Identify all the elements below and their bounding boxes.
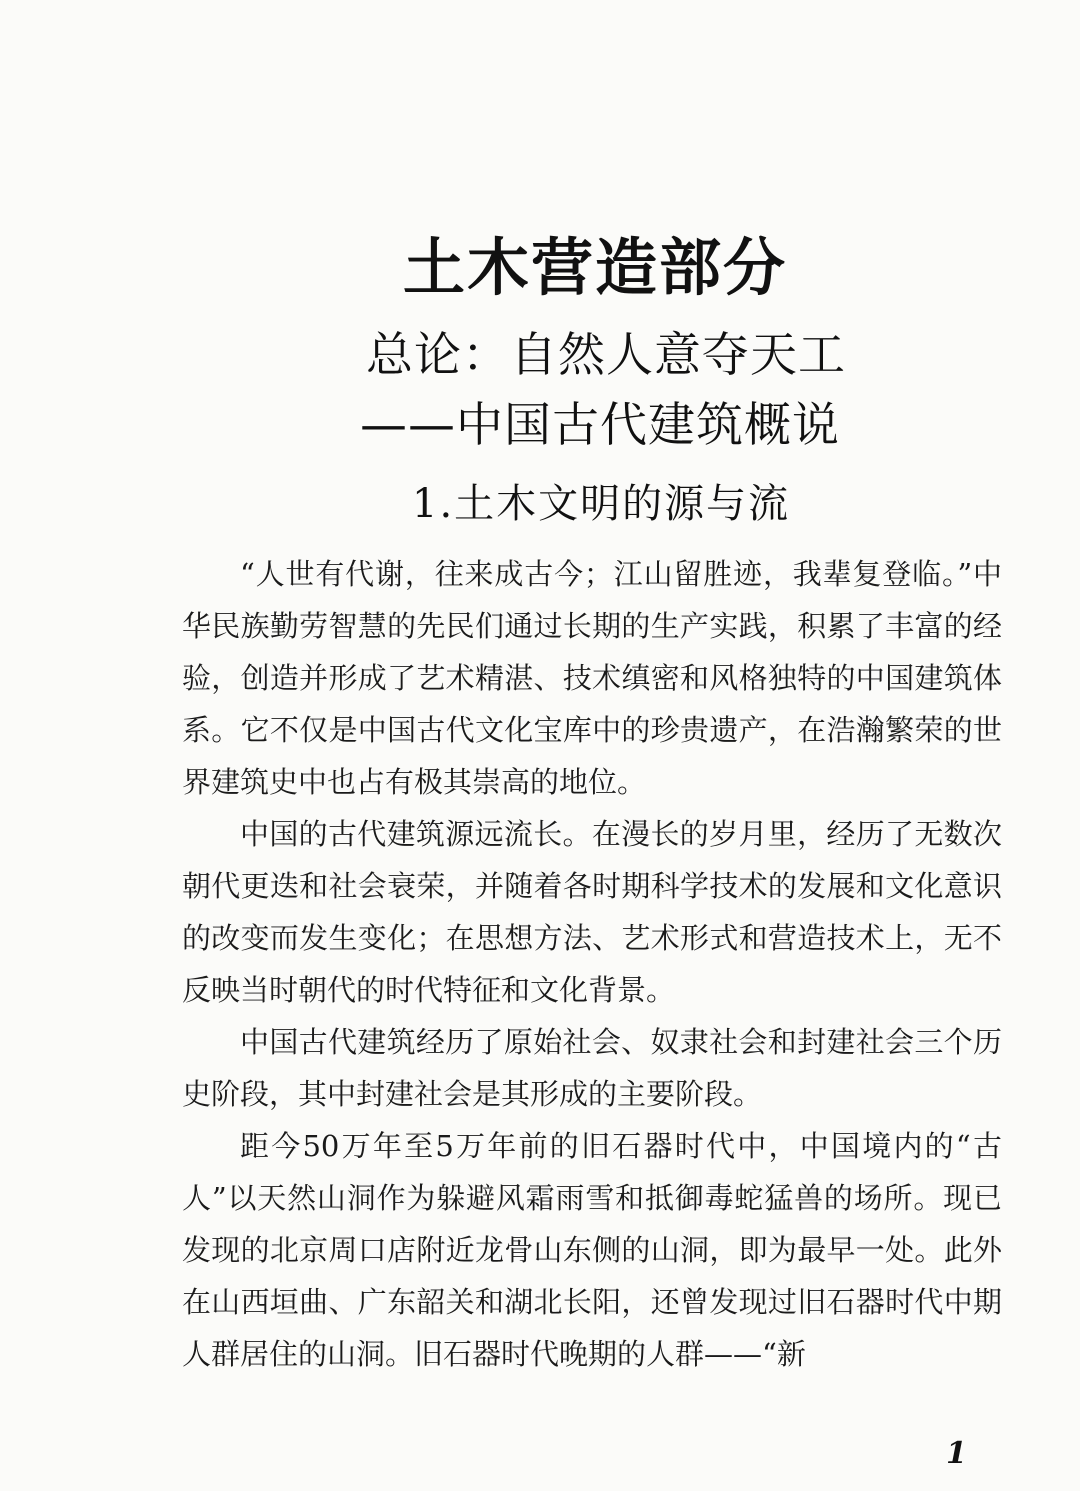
part-title: 土木营造部分 xyxy=(402,231,787,304)
body-text xyxy=(182,548,1002,1380)
paragraph: “人世有代谢，往来成古今；江山留胜迹，我辈复登临。”中华民族勤劳智慧的先民们通过长期的生产实践，积累了丰富的经验，创造并形成了艺术精湛、技术缜密和风格独特的中国建筑体系。它不仅是中国古代文化宝库中的珍贵遗产，在浩瀚繁荣的世界建筑史中也占有极其崇高的地位。 xyxy=(182,557,1002,799)
paragraph: 中国古代建筑经历了原始社会、奴隶社会和封建社会三个历史阶段，其中封建社会是其形成的主要阶段。 xyxy=(182,1025,1002,1111)
section-title: 1.土木文明的源与流 xyxy=(412,481,791,527)
page-number: 1 xyxy=(946,1436,967,1471)
chapter-title-line2: ——中国古代建筑概说 xyxy=(360,398,840,453)
chapter-title-line1: 总论：自然人意夺天工 xyxy=(366,328,846,383)
paragraph: 距今50万年至5万年前的旧石器时代中，中国境内的“古人”以天然山洞作为躲避风霜雨雪和抵御毒蛇猛兽的场所。现已发现的北京周口店附近龙骨山东侧的山洞，即为最早一处。此外在山西垣曲、广东韶关和湖北长阳，还曾发现过旧石器时代中期人群居住的山洞。旧石器时代晚期的人群——“新 xyxy=(182,1129,1002,1371)
paragraph: 中国的古代建筑源远流长。在漫长的岁月里，经历了无数次朝代更迭和社会衰荣，并随着各时期科学技术的发展和文化意识的改变而发生变化；在思想方法、艺术形式和营造技术上，无不反映当时朝代的时代特征和文化背景。 xyxy=(182,817,1002,1007)
